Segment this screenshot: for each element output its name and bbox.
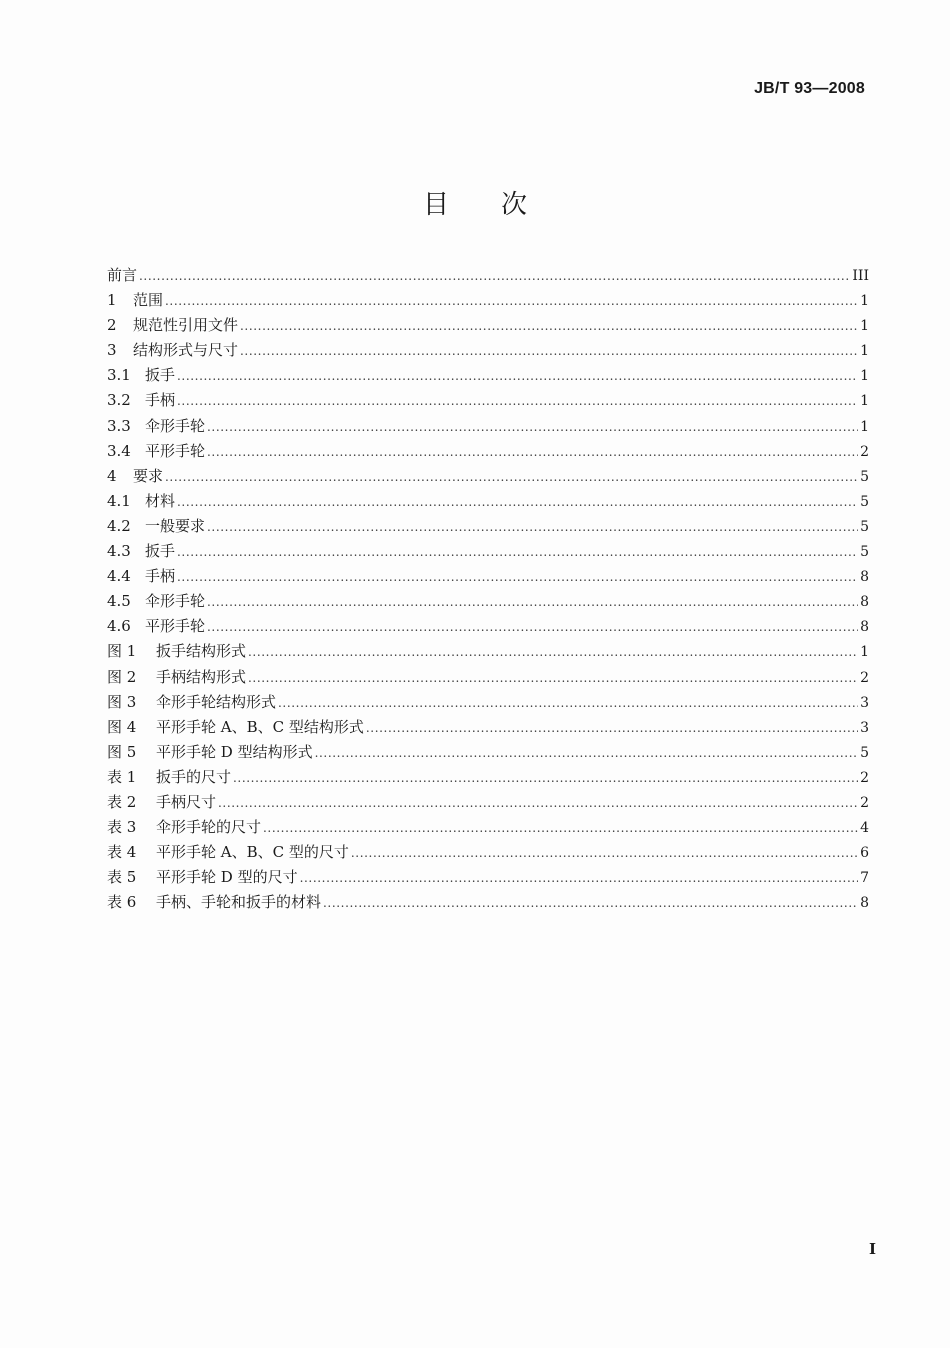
toc-entry-page: 3 [860,694,869,711]
toc-entry-label: 平形手轮 A、B、C 型的尺寸 [156,843,349,862]
toc-entry-number: 1 [107,291,117,310]
toc-entry-number: 图 1 [107,642,137,661]
toc-entry-page: 7 [860,870,869,887]
toc-entry-page: 2 [860,669,869,686]
toc-entry-label: 伞形手轮 [145,592,206,611]
toc-entry-subsection[interactable] [107,439,869,464]
toc-entry-page: 5 [860,544,869,561]
dot-leader [177,540,858,565]
toc-entry-page: 4 [860,820,869,837]
toc-entry-page: 5 [860,744,869,761]
dot-leader [366,716,858,741]
toc-entry-number: 4.3 [107,542,131,561]
toc-entry-page: 1 [860,368,869,385]
toc-entry-page: 1 [860,343,869,360]
toc-entry-label: 材料 [145,491,176,510]
toc-entry-label: 手柄、手轮和扳手的材料 [156,893,322,912]
toc-entry-page: 6 [860,845,869,862]
toc-entry-label: 平形手轮 D 型的尺寸 [156,868,298,887]
dot-leader [177,490,858,515]
toc-entry-subsection[interactable] [107,414,869,439]
toc-entry-label: 伞形手轮 [145,416,206,435]
dot-leader [248,640,858,665]
toc-entry-page: 8 [860,895,869,912]
toc-entry-label: 一般要求 [145,516,206,535]
toc-entry-table[interactable] [107,865,869,890]
table-of-contents [107,263,869,915]
dot-leader [315,741,859,766]
dot-leader [139,264,850,289]
toc-entry-number: 3 [107,341,117,360]
toc-entry-subsection[interactable] [107,564,869,589]
dot-leader [177,565,858,590]
toc-entry-subsection[interactable] [107,589,869,614]
toc-entry-page: III [852,268,869,284]
toc-entry-label: 范围 [133,291,164,310]
toc-entry-subsection[interactable] [107,539,869,564]
toc-entry-number: 3.3 [107,416,131,435]
toc-entry-label: 扳手 [145,366,176,385]
toc-entry-page: 8 [860,594,869,611]
dot-leader [177,389,858,414]
toc-entry-label: 手柄 [145,391,176,410]
toc-entry-label: 扳手 [145,542,176,561]
toc-entry-section[interactable] [107,338,869,363]
toc-entry-label: 伞形手轮的尺寸 [156,818,262,837]
toc-entry-label: 平形手轮 D 型结构形式 [156,742,313,761]
toc-entry-subsection[interactable] [107,514,869,539]
dot-leader [207,415,858,440]
toc-entry-table[interactable] [107,840,869,865]
toc-entry-number: 图 2 [107,667,137,686]
dot-leader [207,515,858,540]
toc-entry-figure[interactable] [107,665,869,690]
standard-code: JB/T 93—2008 [754,80,865,97]
dot-leader [233,766,858,791]
dot-leader [248,666,858,691]
toc-entry-number: 4.6 [107,617,131,636]
toc-entry-table[interactable] [107,815,869,840]
toc-entry-number: 图 4 [107,717,137,736]
toc-entry-figure[interactable] [107,690,869,715]
toc-entry-label: 扳手结构形式 [156,642,247,661]
toc-entry-page: 1 [860,293,869,310]
toc-entry-number: 表 4 [107,843,137,862]
toc-entry-subsection[interactable] [107,363,869,388]
toc-entry-number: 4.2 [107,516,131,535]
toc-entry-number: 表 5 [107,868,137,887]
toc-entry-label: 平形手轮 [145,617,206,636]
toc-entry-label: 手柄结构形式 [156,667,247,686]
dot-leader [207,590,858,615]
dot-leader [177,364,858,389]
toc-entry-figure[interactable] [107,740,869,765]
toc-entry-label: 前言 [107,266,138,284]
toc-entry-foreword[interactable] [107,263,869,288]
toc-entry-number: 3.2 [107,391,131,410]
toc-entry-number: 表 2 [107,792,137,811]
toc-entry-number: 4.1 [107,491,131,510]
toc-entry-table[interactable] [107,890,869,915]
toc-entry-number: 2 [107,316,117,335]
toc-entry-page: 2 [860,443,869,460]
toc-entry-page: 2 [860,769,869,786]
toc-entry-number: 4.5 [107,592,131,611]
toc-entry-subsection[interactable] [107,614,869,639]
toc-entry-page: 5 [860,468,869,485]
toc-entry-table[interactable] [107,790,869,815]
toc-entry-number: 4.4 [107,567,131,586]
toc-entry-section[interactable] [107,288,869,313]
toc-entry-page: 5 [860,493,869,510]
toc-entry-subsection[interactable] [107,489,869,514]
toc-entry-page: 1 [860,418,869,435]
dot-leader [207,615,858,640]
toc-entry-label: 扳手的尺寸 [156,767,232,786]
toc-entry-page: 1 [860,318,869,335]
toc-entry-number: 3.1 [107,366,131,385]
toc-entry-number: 表 6 [107,893,137,912]
dot-leader [207,440,858,465]
toc-entry-label: 手柄尺寸 [156,792,217,811]
toc-entry-page: 3 [860,719,869,736]
dot-leader [323,891,858,916]
toc-entry-figure[interactable] [107,715,869,740]
page-number: I [868,1240,876,1258]
toc-entry-page: 1 [860,644,869,661]
toc-entry-label: 平形手轮 [145,441,206,460]
toc-entry-figure[interactable] [107,639,869,664]
toc-entry-number: 3.4 [107,441,131,460]
toc-entry-label: 伞形手轮结构形式 [156,692,277,711]
dot-leader [300,866,859,891]
dot-leader [165,289,858,314]
dot-leader [240,339,858,364]
dot-leader [263,816,858,841]
toc-entry-label: 要求 [133,466,164,485]
toc-entry-page: 8 [860,569,869,586]
dot-leader [218,791,858,816]
toc-entry-label: 规范性引用文件 [133,316,239,335]
toc-entry-number: 表 1 [107,767,137,786]
toc-entry-section[interactable] [107,464,869,489]
toc-entry-subsection[interactable] [107,388,869,413]
toc-entry-number: 图 3 [107,692,137,711]
dot-leader [278,691,858,716]
toc-entry-label: 手柄 [145,567,176,586]
toc-entry-table[interactable] [107,765,869,790]
toc-entry-label: 平形手轮 A、B、C 型结构形式 [156,717,364,736]
toc-entry-number: 图 5 [107,742,137,761]
toc-entry-number: 4 [107,466,117,485]
toc-entry-label: 结构形式与尺寸 [133,341,239,360]
toc-entry-section[interactable] [107,313,869,338]
toc-entry-page: 2 [860,794,869,811]
toc-entry-page: 1 [860,393,869,410]
toc-entry-page: 8 [860,619,869,636]
dot-leader [351,841,858,866]
dot-leader [165,465,858,490]
toc-entry-number: 表 3 [107,818,137,837]
dot-leader [240,314,858,339]
toc-entry-page: 5 [860,518,869,535]
page-title: 目次 [422,190,579,220]
